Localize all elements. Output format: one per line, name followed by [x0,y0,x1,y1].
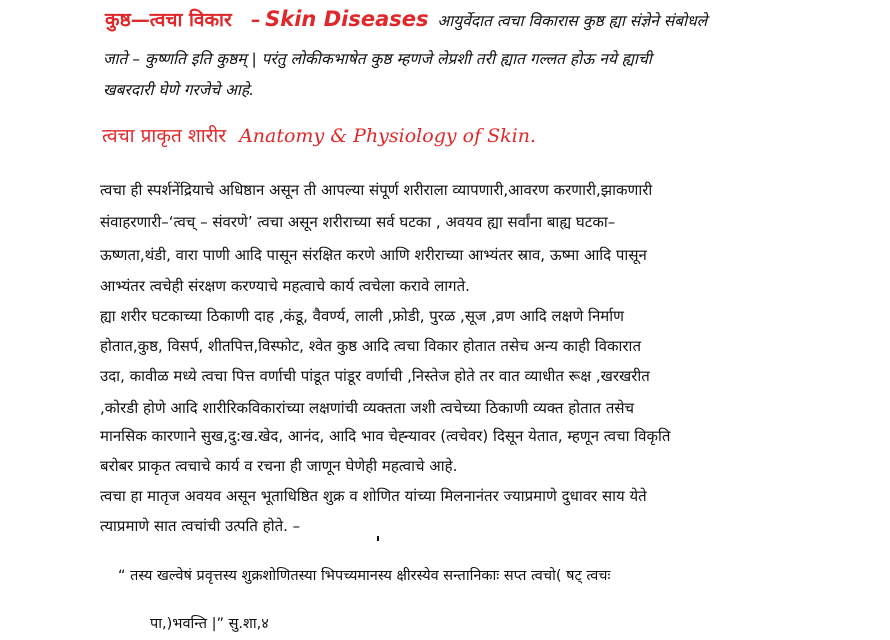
heading-line [105,9,707,31]
heading-intro-line-3: खबरदारी घेणे गरजेचे आहे. [103,81,255,99]
subheading-devanagari: त्वचा प्राकृत शारीर [102,125,227,147]
body-line: संवाहरणारी–‘त्वच् – संवरणे’ त्वचा असून शरीराच्या सर्व घटका , अवयव ह्या सर्वांना बाह्य घटका– [100,213,616,231]
heading-intro-line-1: आयुर्वेदात त्वचा विकारास कुष्ठ ह्या संज्ञेने संबोधले [437,12,708,30]
body-line: त्याप्रमाणे सात त्वचांची उत्पति होते. – [100,517,301,535]
heading-title-english: Skin Diseases [265,7,429,31]
body-line: मानसिक कारणाने सुख,दु:ख.खेद, आनंद, आदि भाव चेह्न्यावर (त्वचेवर) दिसून येतात, म्हणून त्वचा विकृति [100,427,671,445]
body-line: बरोबर प्राकृत त्वचाचे कार्य व रचना ही जाणून घेणेही महत्वाचे आहे. [100,457,458,475]
verse-line-2: पा,)भवन्ति |” सु.शा,४ [150,616,269,632]
body-line: होतात,कुष्ठ, विसर्प, शीतपित्त,विस्फोट, श्वेत कुष्ठ आदि त्वचा विकार होतात तसेच अन्य काही विकारात [100,337,641,355]
heading-intro-line-2: जाते – कुष्णति इति कुष्ठम् | परंतु लोकीकभाषेत कुष्ठ म्हणजे लेप्रशी तरी ह्यात गल्लत होऊ नये ह्याची [103,50,652,68]
heading-title-devanagari: कुष्ठ—त्वचा विकार [105,9,232,31]
body-line: ऊष्णता,थंडी, वारा पाणी आदि पासून संरक्षित करणे आणि शरीराच्या आभ्यंतर स्राव, ऊष्मा आदि पासून [100,246,647,264]
body-line: त्वचा ही स्पर्शनेंद्रियाचे अधिष्ठान असून ती आपल्या संपूर्ण शरीराला व्यापणारी,आवरण करणारी,झाकणारी [100,181,653,199]
body-line: ह्या शरीर घटकाच्या ठिकाणी दाह ,कंडू, वैवर्ण्य, लाली ,फ्रोडी, पुरळ ,सूज ,व्रण आदि लक्षणे निर्माण [100,307,624,325]
body-line: ,कोरडी होणे आदि शारीरिकविकारांच्या लक्षणांची व्यक्तता जशी त्वचेच्या ठिकाणी व्यक्त होतात तसेच [100,399,635,417]
stray-mark [377,536,379,541]
heading-title-dash: – [250,9,261,31]
body-line: त्वचा हा मातृज अवयव असून भूताधिष्ठित शुक्र व शोणित यांच्या मिलनानंतर ज्याप्रमाणे दुधावर साय येते [100,487,647,505]
subheading [102,126,536,147]
subheading-english: Anatomy & Physiology of Skin. [239,125,537,147]
body-line: आभ्यंतर त्वचेही संरक्षण करण्याचे महत्वाचे कार्य त्वचेला करावे लागते. [100,277,470,295]
verse-line-1: “ तस्य खल्वेषं प्रवृत्तस्य शुक्रशोणितस्या भिपच्यमानस्य क्षीरस्येव सन्तानिकाः सप्त त्वचो( षट् त्वचः [118,568,611,584]
body-line: उदा, कावीळ मध्ये त्वचा पित्त वर्णाची पांडूत पांडूर वर्णाची ,निस्तेज होते तर वात व्याधीत रूक्ष ,खरखरीत [100,367,650,385]
